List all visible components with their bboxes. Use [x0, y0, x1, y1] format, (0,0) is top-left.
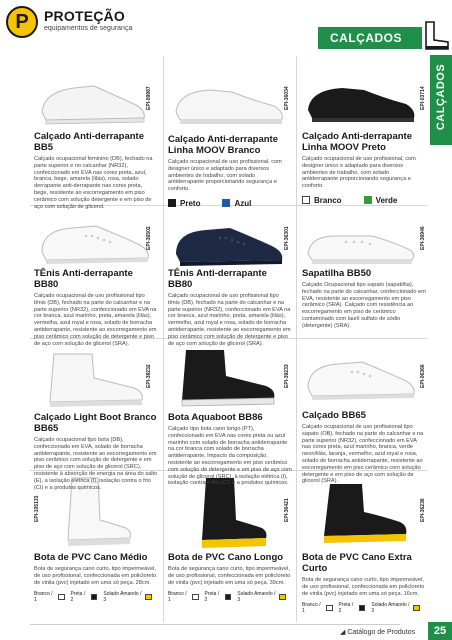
product-title: Bota de PVC Cano Médio [34, 552, 148, 563]
color-option-solado-amarelo [103, 591, 152, 603]
product-code: EPI-36421 [284, 498, 290, 522]
side-tab-label: CALÇADOS [435, 63, 447, 131]
product-description: Calçado ocupacional feminino (DB), fechado na parte superior e no calcanhar (NR32), confeccionado em EVA nas cores preta, azul, branca, bege, amarela (lilás), rosa, solado derrapante anti-derrapante nas cores preta, bege, resistente ao escorregamento em piso cerâmico com solução detergente e em piso de aço com solução de glicerol. [34, 156, 153, 210]
product-title: Bota Aquaboot BB86 [168, 412, 263, 423]
product-image-tenis-bb80-white [36, 212, 154, 268]
color-option-preta [205, 591, 232, 603]
product-description: Calçado tipo bota cano longo (PT), confeccionado em EVA nas cores preta ou azul marinho com solado de borracha antiderrapante na cor branca com solado de borracha antiderrapante, Impacto da composição, resistente ao escorregamento em piso cerâmico com solução de detergente e em piso de aço com solução de glicerol (SRC), à isolação elétrica (I), isolação contra o frio (CI) e a produtos químicos. [168, 426, 292, 487]
product-card [302, 410, 426, 485]
product-title: Calçado Anti-derrapante BB5 [34, 131, 144, 153]
catalog-label: ◢ Catálogo de Produtos [340, 629, 416, 636]
color-swatch-branco [302, 196, 310, 204]
color-legend [302, 602, 426, 614]
product-card [168, 552, 292, 603]
column-divider [163, 56, 164, 622]
product-code: EPI-38232 [146, 364, 152, 388]
product-code: EPI-36301 [284, 226, 290, 250]
product-code: EPI-09987 [146, 86, 152, 110]
product-title: Bota de PVC Cano Extra Curto [302, 552, 412, 574]
color-legend [168, 591, 292, 603]
color-label: Branco / 1 [34, 591, 53, 604]
product-code: EPI-36034 [284, 86, 290, 110]
product-title: Calçado BB65 [302, 410, 366, 421]
color-swatch-verde [364, 196, 372, 204]
product-title: Sapatilha BB50 [302, 268, 372, 279]
product-description: Calçado Ocupacional tipo sapato (sapatilha), fechado na parte do calcanhar, confeccionado em EVA, resistente ao escorregamento em piso cerâmico (SRA). Calçado com resistência ao escorregamento em piso de cerâmico contaminado com lauril sulfato de sódio (detergente) (SRA). [302, 282, 426, 329]
color-label: Azul [234, 198, 252, 208]
product-description: Calçado ocupacional tipo bota (DB), confeccionado em EVA, solado de borracha antiderrapante, resistente ao escorregamento em piso cerâmico com solução de detergente e em piso de aço com solução de glicerol (SRC), resistente à absorção de energia na área do salto (E), a isolação elétrica (I), isolação contra o frio (CI) e a produtos químicos. [34, 437, 158, 491]
color-swatch-preto [168, 199, 176, 207]
brand-logo: P [6, 6, 38, 38]
product-title: TÊnis Anti-derrapante BB80 [34, 268, 133, 290]
color-label: Branco [314, 195, 342, 205]
color-label: Preta / 2 [338, 602, 354, 615]
color-option-preta [339, 602, 366, 614]
product-title: Calçado Light Boot Branco BB65 [34, 412, 157, 434]
product-image-light-boot-bb65 [40, 348, 152, 410]
color-label: Solado Amarelo / 3 [371, 602, 410, 615]
color-option-branco [168, 591, 199, 603]
product-image-calcado-bb65 [302, 348, 420, 404]
product-description: Bota de segurança cano curto, tipo impermeável, de uso profissional, confeccionada em policloreto de vinila (pvc) injetado em uma só peça. 28cm. [34, 566, 157, 586]
product-code: EPI-03714 [420, 86, 426, 110]
color-option-branco [302, 602, 333, 614]
section-title: CALÇADOS [330, 31, 402, 45]
product-card [34, 412, 158, 491]
brand-tagline: equipamentos de segurança [44, 25, 133, 32]
product-code: EPI-36502 [146, 226, 152, 250]
color-label: Preto [180, 198, 201, 208]
product-description: Calçado ocupacional de uso profissional tipo sapato (OB), fechado na parte do calcanhar e na parte superior (NR32), confeccionado em EVA nas cores preta, azul marinho, branca, verde neon/lilás, laranja, vermelho, azul royal e rosa, solado de borracha antiderrapante, resistente ao escorregamento em piso cerâmico com solução detergente e em piso de aço com solução de glicerol (SRA). [302, 424, 424, 485]
color-option-branco [34, 591, 65, 603]
page-number: 25 [428, 622, 452, 640]
top-bar [0, 0, 452, 53]
product-title: TÊnis Anti-derrapante BB80 [168, 268, 267, 290]
product-title: Calçado Anti-derrapante Linha MOOV Preto [302, 131, 412, 153]
product-card [168, 412, 292, 487]
product-card [302, 552, 426, 614]
product-card [34, 552, 158, 603]
product-code: EPI-06366 [420, 364, 426, 388]
product-image-tenis-bb80-navy [170, 214, 288, 270]
product-description: Calçado ocupacional de uso profissional, com designer único e adaptado para diversos ambientes de trabalho, com solado antiderrapante proporcionando segurança e conforto. [168, 159, 282, 193]
product-image-moov-preto [302, 74, 422, 128]
color-label: Verde [375, 195, 398, 205]
color-swatch-azul [222, 199, 230, 207]
product-card [34, 268, 158, 347]
product-title: Calçado Anti-derrapante Linha MOOV Branco [168, 134, 278, 156]
color-label: Solado Amarelo / 3 [237, 591, 276, 604]
product-image-moov-branco [170, 76, 290, 130]
product-image-bb5 [34, 74, 154, 128]
column-divider [296, 56, 297, 622]
boot-icon [420, 18, 452, 51]
product-card [168, 268, 292, 347]
color-legend [34, 591, 158, 603]
color-option-solado-amarelo [371, 602, 420, 614]
color-label: Preta / 2 [70, 591, 86, 604]
product-description: Calçado ocupacional de uso profissional tipo tênis (DB), fechado na parte do calcanhar e na parte superior (NR32), confeccionado em EVA na cor branca, azul marinho, preta, amarela (lilás), vermelho, azul royal e rosa, solado de borracha antiderrapante, resistente ao escorregamento em piso cerâmico com solução de detergente e piso de aço com solução de glicerol (SRA). [168, 293, 291, 347]
color-label: Solado Amarelo / 3 [103, 591, 142, 604]
product-card [168, 134, 292, 208]
product-image-aquaboot-bb86 [172, 346, 284, 410]
product-description: Calçado ocupacional de uso profissional, com designer único e adaptado para diversos ambientes de trabalho, com solado antiderrapante proporcionando segurança e conforto. [302, 156, 416, 190]
side-tab [430, 55, 452, 145]
product-card [302, 268, 426, 330]
product-code: EPI-36238 [420, 498, 426, 522]
color-options [168, 199, 292, 208]
footer-rule [30, 624, 400, 625]
color-options [302, 196, 426, 205]
product-card [302, 131, 426, 205]
color-option-preta [71, 591, 98, 603]
product-code: EPI-36946 [420, 226, 426, 250]
color-label: Branco / 1 [302, 602, 321, 615]
brand-name: PROTEÇÃO [44, 8, 125, 24]
product-image-pvc-extra-curto [310, 478, 418, 546]
product-title: Bota de PVC Cano Longo [168, 552, 284, 563]
product-description: Bota de segurança cano curto, tipo impermeável, de uso profissional, confeccionada em policloreto de vinila (pvc) injetado em uma só peça. 39cm. [168, 566, 291, 586]
color-label: Branco / 1 [168, 591, 187, 604]
product-image-sapatilha-bb50 [302, 214, 420, 270]
color-option-solado-amarelo [237, 591, 286, 603]
product-card [34, 131, 156, 210]
product-code: EPI-39233 [284, 364, 290, 388]
product-code: EPI-105133 [34, 495, 40, 522]
product-description: Bota de segurança cano curto, tipo impermeável, de uso profissional, confeccionada em policloreto de vinila (pvc) injetado em uma só peça. 16cm. [302, 577, 425, 597]
product-description: Calçado ocupacional de uso profissional tipo tênis (DB), fechado na parte do calcanhar e na parte superior (NR32), confeccionado em EVA na cor branca, azul marinho, preta, amarela (lilás), vermelha, azul royal e rosa, solado de borracha antiderrapante, resistente ao escorregamento em piso cerâmico com solução de detergente e piso de aço com solução de glicerol (SRA). [34, 293, 157, 347]
color-label: Preta / 2 [204, 591, 220, 604]
